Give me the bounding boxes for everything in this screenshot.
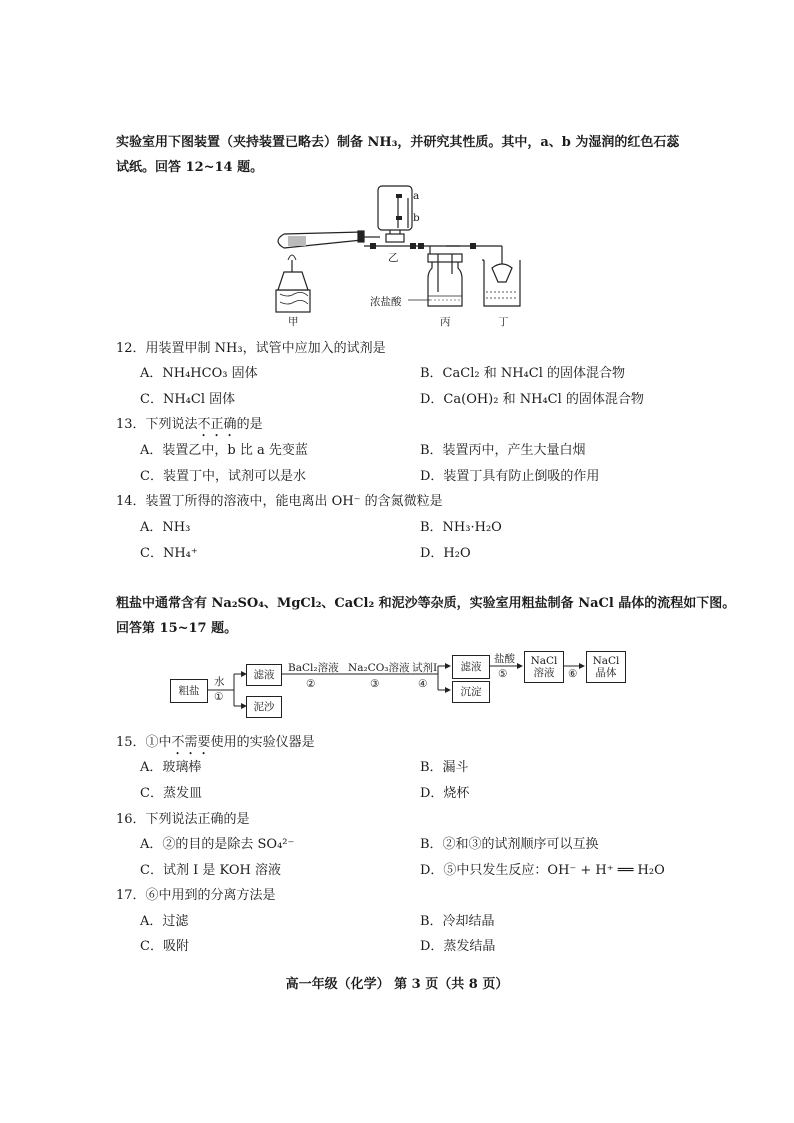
q15-option-d: D．烧杯 bbox=[420, 786, 470, 801]
q12-option-c: C．NH₄Cl 固体 bbox=[140, 392, 236, 407]
nacl-solution-box bbox=[524, 651, 564, 683]
q12-option-b: B．CaCl₂ 和 NH₄Cl 的固体混合物 bbox=[420, 366, 625, 381]
filtrate2-label: 滤液 bbox=[460, 661, 482, 673]
sand-box bbox=[246, 696, 282, 718]
q15-stem-pre: 15．①中 bbox=[116, 735, 172, 750]
q16-option-b: B．②和③的试剂顺序可以互换 bbox=[420, 837, 599, 852]
q13-stem-post: 的是 bbox=[236, 417, 263, 432]
q16-option-a: A．②的目的是除去 SO₄²⁻ bbox=[140, 837, 295, 852]
q13-stem-pre: 13．下列说法 bbox=[116, 417, 198, 432]
label-a: a bbox=[413, 190, 420, 202]
na2co3-label: Na₂CO₃溶液 bbox=[348, 662, 410, 674]
q16-option-c: C．试剂 I 是 KOH 溶液 bbox=[140, 863, 281, 878]
crude-salt-box bbox=[170, 679, 208, 703]
q17-option-d: D．蒸发结晶 bbox=[420, 939, 496, 954]
section1-intro bbox=[116, 130, 679, 180]
filtrate1-label: 滤液 bbox=[253, 669, 275, 681]
q12-stem: 12．用装置甲制 NH₃，试管中应加入的试剂是 bbox=[116, 341, 386, 356]
q13-option-a: A．装置乙中，b 比 a 先变蓝 bbox=[140, 443, 308, 458]
filtrate2-box bbox=[452, 655, 490, 679]
label-acid: 浓盐酸 bbox=[370, 296, 402, 308]
nacl-crystal-label-1: NaCl bbox=[592, 655, 620, 667]
hcl-label: 盐酸 bbox=[494, 653, 515, 665]
apparatus-drawing bbox=[270, 182, 540, 330]
q17-stem: 17．⑥中用到的分离方法是 bbox=[116, 888, 276, 903]
q15-stem-post: 使用的实验仪器是 bbox=[210, 735, 315, 750]
section2-intro-line2: 回答第 15~17 题。 bbox=[116, 621, 238, 636]
q14-option-c: C．NH₄⁺ bbox=[140, 546, 198, 561]
precipitate-box bbox=[452, 681, 490, 703]
label-bing: 丙 bbox=[440, 316, 451, 328]
q15-stem-emphasis: 不需要 bbox=[171, 735, 211, 750]
step2-label: ② bbox=[306, 678, 316, 690]
q14-option-b: B．NH₃·H₂O bbox=[420, 520, 502, 535]
q16-stem: 16．下列说法正确的是 bbox=[116, 812, 250, 827]
label-ding: 丁 bbox=[498, 316, 509, 328]
label-jia: 甲 bbox=[288, 316, 299, 328]
sand-label: 泥沙 bbox=[253, 701, 275, 713]
q13-option-b: B．装置丙中，产生大量白烟 bbox=[420, 443, 586, 458]
q13-option-d: D．装置丁具有防止倒吸的作用 bbox=[420, 469, 600, 484]
step3-label: ③ bbox=[370, 678, 380, 690]
section2-intro-line1: 粗盐中通常含有 Na₂SO₄、MgCl₂、CaCl₂ 和泥沙等杂质，实验室用粗盐制备 NaCl 晶体的流程如下图。 bbox=[116, 596, 736, 611]
nacl-solution-label-2: 溶液 bbox=[533, 667, 555, 679]
label-b: b bbox=[413, 212, 420, 224]
bacl2-label: BaCl₂溶液 bbox=[288, 662, 339, 674]
page-footer: 高一年级（化学） 第 3 页（共 8 页） bbox=[285, 977, 509, 992]
step6-label: ⑥ bbox=[568, 668, 578, 680]
q14-stem: 14．装置丁所得的溶液中，能电离出 OH⁻ 的含氮微粒是 bbox=[116, 494, 443, 509]
reagent1-label: 试剂I bbox=[412, 662, 438, 674]
q16-option-d: D．⑤中只发生反应：OH⁻ + H⁺ ══ H₂O bbox=[420, 863, 665, 878]
q13-option-c: C．装置丁中，试剂可以是水 bbox=[140, 469, 306, 484]
step5-label: ⑤ bbox=[498, 668, 508, 680]
q17-option-c: C．吸附 bbox=[140, 939, 189, 954]
q12-option-a: A．NH₄HCO₃ 固体 bbox=[140, 366, 258, 381]
apparatus-figure bbox=[270, 182, 540, 330]
q13-stem bbox=[116, 413, 263, 440]
q17-option-b: B．冷却结晶 bbox=[420, 914, 495, 929]
label-yi: 乙 bbox=[388, 252, 399, 264]
q14-option-d: D．H₂O bbox=[420, 546, 471, 561]
q15-stem bbox=[116, 731, 315, 758]
q17-option-a: A．过滤 bbox=[140, 914, 189, 929]
filtrate1-box bbox=[246, 664, 282, 686]
section1-intro-line2: 试纸。回答 12~14 题。 bbox=[116, 160, 264, 175]
nacl-crystal-label-2: 晶体 bbox=[595, 667, 617, 679]
q13-stem-emphasis: 不正确 bbox=[197, 417, 237, 432]
nacl-solution-label-1: NaCl bbox=[530, 655, 558, 667]
step4-label: ④ bbox=[418, 678, 428, 690]
section2-intro bbox=[116, 591, 735, 641]
q14-option-a: A．NH₃ bbox=[140, 520, 191, 535]
step1-label: ① bbox=[214, 691, 224, 703]
section1-intro-line1: 实验室用下图装置（夹持装置已略去）制备 NH₃，并研究其性质。其中，a、b 为湿润的红色石蕊 bbox=[116, 135, 680, 150]
nacl-crystal-box bbox=[586, 651, 626, 683]
q15-option-b: B．漏斗 bbox=[420, 760, 469, 775]
crude-salt-label: 粗盐 bbox=[178, 685, 200, 697]
q15-option-a: A．玻璃棒 bbox=[140, 760, 202, 775]
flow-chart bbox=[168, 648, 638, 722]
q15-option-c: C．蒸发皿 bbox=[140, 786, 202, 801]
precipitate-label: 沉淀 bbox=[460, 686, 482, 698]
water-label: 水 bbox=[214, 676, 225, 688]
q12-option-d: D．Ca(OH)₂ 和 NH₄Cl 的固体混合物 bbox=[420, 392, 644, 407]
